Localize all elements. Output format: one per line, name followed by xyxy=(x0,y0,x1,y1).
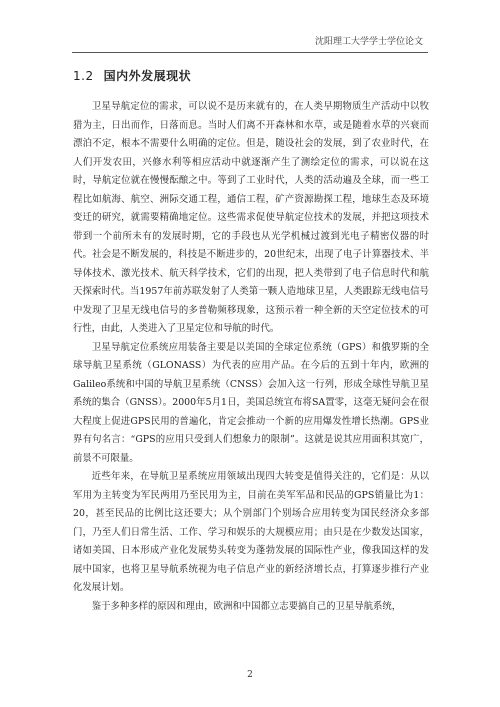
page-number: 2 xyxy=(247,670,253,680)
section-heading xyxy=(73,67,191,84)
header-rule xyxy=(72,52,428,53)
paragraph: 卫星导航定位系统应用装备主要是以美国的全球定位系统（GPS）和俄罗斯的全球导航卫星系统（GLONASS）为代表的应用产品。在今后的五到十年内，欧洲的Galileo系统和中国的导航卫星系统（CNSS）会加入这一行列，形成全球性导航卫星系统的集合（GNSS）。2000年5月1日，美国总统宣布将SA置零，这毫无疑问会在很大程度上促进GPS民用的普遍化，肯定会推动一个新的应用爆发性增长热潮。GPS业界有句名言：“GPS的应用只受到人们想象力的限制”。这就是说其应用面积其宽广，前景不可限量。 xyxy=(73,341,429,464)
paragraph: 卫星导航定位的需求，可以说不是历来就有的，在人类早期物质生产活动中以牧猎为主，日出而作，日落而息。当时人们离不开森林和水草，或是随着水草的兴衰而漂泊不定，根本不需要什么明确的定位。但是，随设社会的发展，到了农业时代，在人们开发农田，兴修水利等相应活动中就逐渐产生了测绘定位的需求，可以说在这时，导航定位就在慢慢酝酿之中。等到了工业时代，人类的活动遍及全球，而一些工程比如航海、航空、洲际交通工程，通信工程，矿产资源勘探工程，地球生态及环境变迁的研究，就需要精确地定位。这些需求促使导航定位技术的发展，并把这项技术带到一个前所未有的发展时期，它的手段也从光学机械过渡到光电子精密仪器的时代。社会是不断发展的，科技是不断进步的，20世纪末，出现了电子计算器技术、半导体技术、激光技术、航天科学技术，它们的出现，把人类带到了电子信息时代和航天探索时代。当1957年前苏联发射了人类第一颗人造地球卫星，人类跟踪无线电信号中发现了卫星无线电信号的多普勒频移现象，这预示着一种全新的天空定位技术的可行性，由此，人类进入了卫星定位和导航的时代。 xyxy=(73,101,429,334)
body-text xyxy=(73,98,429,616)
section-number: 1.2 xyxy=(73,69,94,83)
section-title: 国内外发展现状 xyxy=(103,69,192,83)
paragraph: 近些年来，在导航卫星系统应用领域出现四大转变是值得关注的，它们是：从以军用为主转变为军民两用乃至民用为主，目前在美军军品和民品的GPS销量比为1：20，甚至民品的比例比这还要大；从个别部门个别场合应用转变为国民经济众多部门，乃至人们日常生活、工作、学习和娱乐的大规模应用；由只是在少数发达国家，诸如美国、日本形成产业化发展势头转变为蓬勃发展的国际性产业，像我国这样的发展中国家，也将卫星导航系统视为电子信息产业的新经济增长点，打算逐步推行产业化发展计划。 xyxy=(73,471,429,593)
paragraph: 鉴于多种多样的原因和理由，欧洲和中国都立志要搞自己的卫星导航系统， xyxy=(91,600,402,612)
running-header: 沈阳理工大学学士学位论文 xyxy=(314,37,423,47)
